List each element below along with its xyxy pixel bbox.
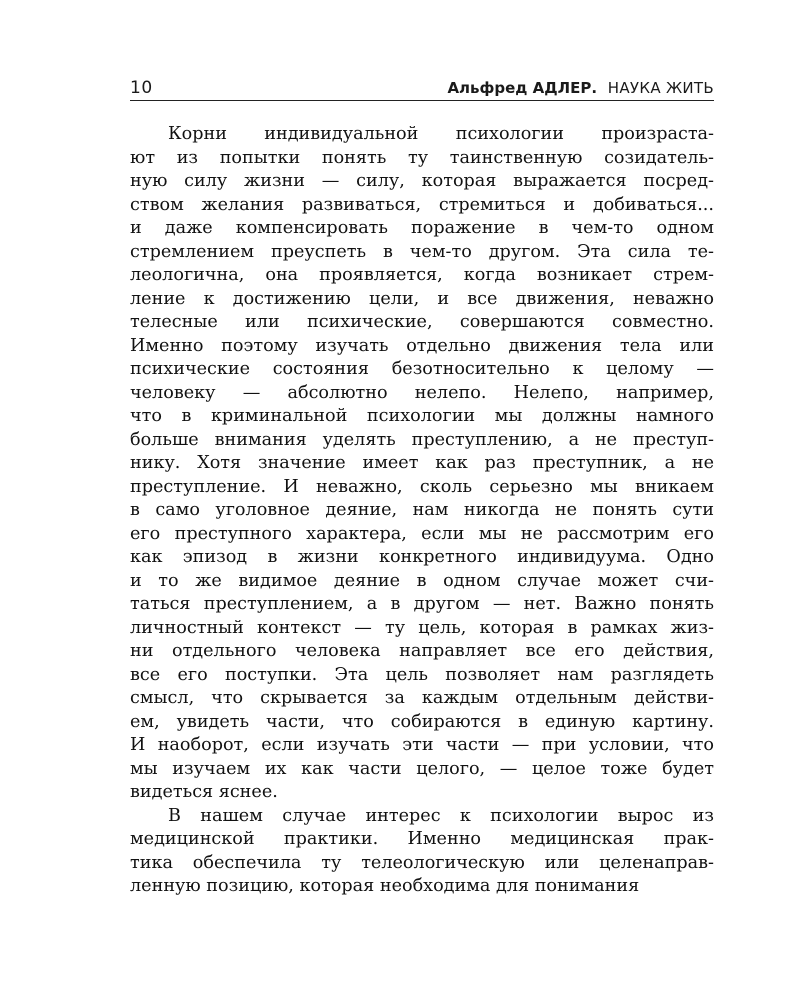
text-line: ленную позицию, которая необходима для понимания <box>130 876 640 896</box>
text-line: стремлением преуспеть в чем-то другом. Эта сила те- <box>130 241 714 262</box>
text-line: ют из попытки понять ту таинственную созидатель- <box>130 147 714 168</box>
text-line: ни отдельного человека направляет все его действия, <box>130 641 714 661</box>
text-line: леологична, она проявляется, когда возникает стрем- <box>130 265 714 285</box>
text-line: мы изучаем их как части целого, — целое тоже будет <box>130 758 714 779</box>
running-head <box>130 78 714 101</box>
page-number: 10 <box>130 78 153 98</box>
text-line: как эпизод в жизни конкретного индивидуума. Одно <box>130 547 714 567</box>
text-line: ством желания развиваться, стремиться и добиваться... <box>130 194 714 215</box>
text-line: ление к достижению цели, и все движения, неважно <box>130 288 714 309</box>
header-right <box>447 79 714 97</box>
text-line: что в криминальной психологии мы должны намного <box>130 406 714 426</box>
text-line: ем, увидеть части, что собираются в единую картину. <box>130 711 714 732</box>
text-line: больше внимания уделять преступлению, а не преступ- <box>130 429 714 450</box>
body-text <box>130 123 714 899</box>
book-page <box>130 78 714 899</box>
text-line: видеться яснее. <box>130 782 278 802</box>
text-line: тика обеспечила ту телеологическую или целенаправ- <box>130 852 714 873</box>
text-line: ную силу жизни — силу, которая выражается посред- <box>130 171 714 191</box>
text-line: нику. Хотя значение имеет как раз преступник, а не <box>130 453 714 473</box>
text-line: И наоборот, если изучать эти части — при условии, что <box>130 735 714 755</box>
text-line: и то же видимое деяние в одном случае может счи- <box>130 570 714 591</box>
author-name: Альфред АДЛЕР. <box>447 79 598 97</box>
text-line: в само уголовное деяние, нам никогда не понять сути <box>130 500 714 520</box>
text-line: его преступного характера, если мы не рассмотрим его <box>130 523 714 544</box>
text-line: преступление. И неважно, сколь серьезно мы вникаем <box>130 476 714 497</box>
text-line: все его поступки. Эта цель позволяет нам разглядеть <box>130 664 714 685</box>
text-line: Корни индивидуальной психологии произраста- <box>168 124 714 144</box>
text-line: смысл, что скрывается за каждым отдельным действи- <box>130 688 714 708</box>
text-line: таться преступлением, а в другом — нет. Важно понять <box>130 594 714 614</box>
text-line: медицинской практики. Именно медицинская прак- <box>130 829 714 849</box>
text-line: В нашем случае интерес к психологии вырос из <box>168 805 714 826</box>
text-line: Именно поэтому изучать отдельно движения тела или <box>130 335 714 356</box>
text-line: личностный контекст — ту цель, которая в рамках жиз- <box>130 617 714 638</box>
text-line: психические состояния безотносительно к целому — <box>130 359 714 379</box>
text-line: и даже компенсировать поражение в чем-то одном <box>130 218 714 238</box>
book-title: НАУКА ЖИТЬ <box>607 79 714 97</box>
text-line: телесные или психические, совершаются совместно. <box>130 312 714 332</box>
text-line: человеку — абсолютно нелепо. Нелепо, например, <box>130 382 714 403</box>
